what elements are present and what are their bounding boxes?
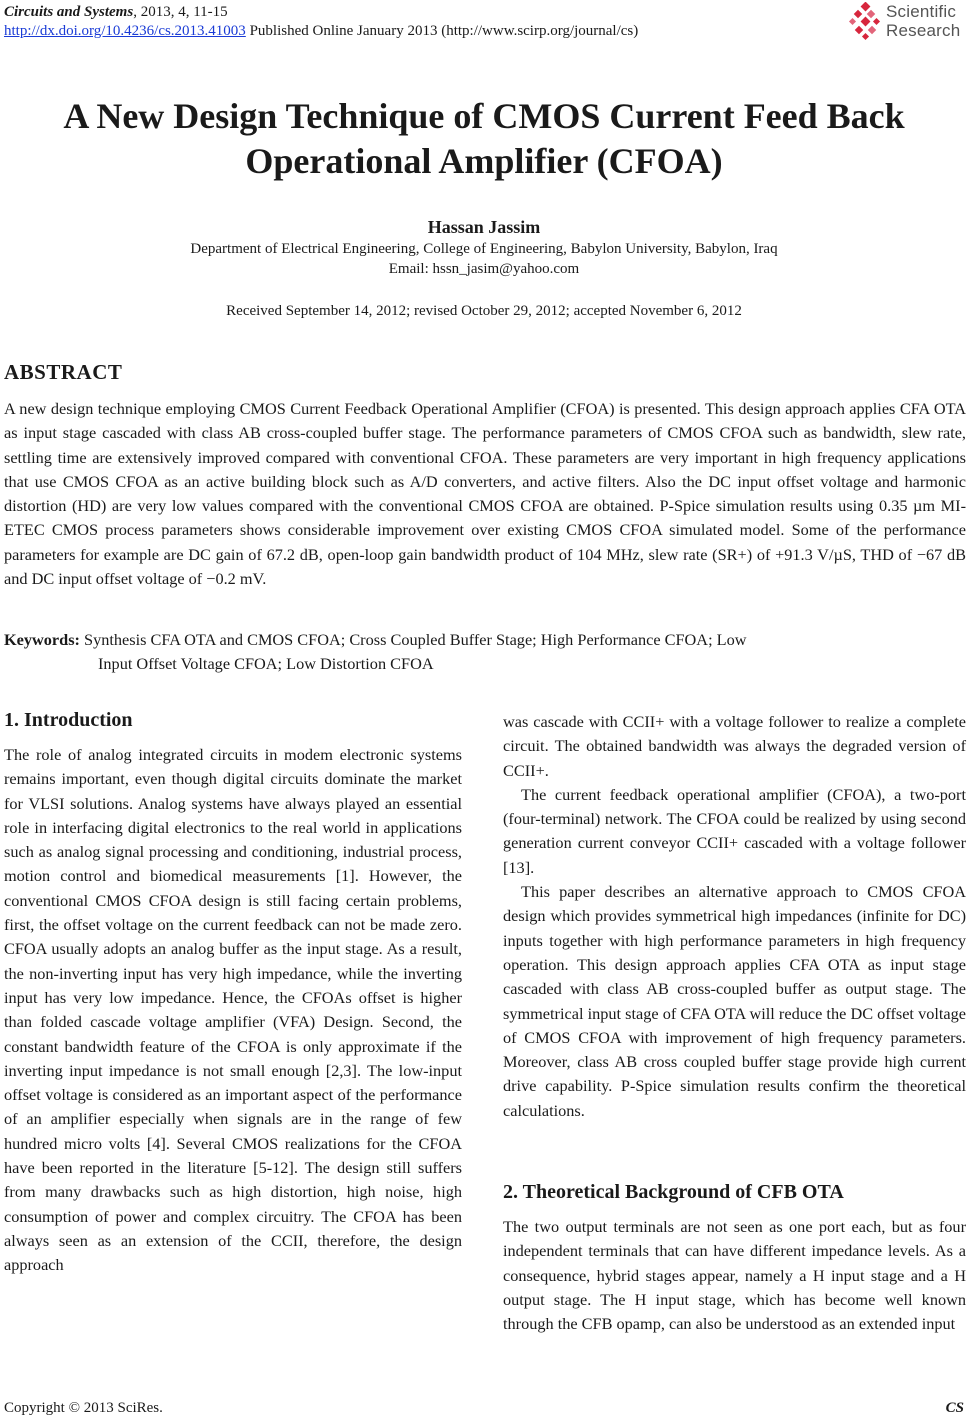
author-email: Email: hssn_jasim@yahoo.com	[388, 261, 580, 277]
doi-link[interactable]: http://dx.doi.org/10.4236/cs.2013.41003	[4, 23, 246, 39]
logo-line-2: Research	[886, 21, 961, 40]
section-2-heading: 2. Theoretical Background of CFB OTA	[503, 1181, 844, 1203]
abstract-text: A new design technique employing CMOS Current Feedback Operational Amplifier (CFOA) is presented. This design approach applies CFA OTA as input stage cascaded with class AB cross-coupled buffer stage. The performance parameters of CMOS CFOA such as bandwidth, slew rate, settling time are extensively improved compared with conventional CFOA. These parameters are very important in high frequency applications that use CMOS CFOA as an active building block such as A/D converters, and active filters. Also the DC input offset voltage and harmonic distortion (HD) are very low values compared with the conventional CMOS CFOA are obtained. P-Spice simulation results using 0.35 µm MI-ETEC CMOS process parameters shows considerable improvement over existing CMOS CFOA simulated model. Some of the performance parameters for example are DC gain of 67.2 dB, open-loop gain bandwidth product of 104 MHz, slew rate (SR+) of +91.3 V/µS, THD of −67 dB and DC input offset voltage of −0.2 mV.	[4, 399, 966, 589]
title-line-1: A New Design Technique of CMOS Current Feed Back	[63, 96, 905, 136]
copyright-notice: Copyright © 2013 SciRes.	[4, 1400, 163, 1416]
journal-name: Circuits and Systems	[4, 4, 134, 20]
journal-citation	[4, 3, 228, 21]
title-line-2: Operational Amplifier (CFOA)	[245, 141, 723, 181]
right-paragraph-3: This paper describes an alternative approach to CMOS CFOA design which provides symmetrical high impedances (infinite for DC) inputs together with high performance parameters in high frequency operation. This design approach applies CFA OTA as input stage cascaded with class AB cross-coupled buffer as output stage. The symmetrical input stage of CFA OTA will reduce the DC offset voltage of CMOS CFOA with improvement of high frequency parameters. Moreover, class AB cross coupled buffer stage provide high current drive capability. P-Spice simulation results confirm the theoretical calculations.	[503, 882, 966, 1120]
right-paragraph-2: The current feedback operational amplifier (CFOA), a two-port (four-terminal) network. The CFOA could be realized by using second generation current conveyor CCII+ cascaded with a voltage follower [13].	[503, 784, 966, 877]
section-2-body	[503, 1215, 966, 1336]
right-column-body	[503, 710, 966, 1123]
doi-line	[4, 22, 638, 40]
logo-line-1: Scientific	[886, 2, 957, 21]
introduction-body	[4, 743, 462, 1278]
author-affiliation: Department of Electrical Engineering, College of Engineering, Babylon University, Babylon, Iraq	[190, 241, 778, 257]
section-2-paragraph: The two output terminals are not seen as one port each, but as four independent terminals that can have different impedance levels. As a consequence, hybrid stages appear, namely a H input stage and a H output stage. The H input stage, which has become well known through the CFB opamp, can also be understood as an extended input	[503, 1217, 966, 1334]
keywords-label: Keywords:	[4, 630, 80, 649]
citation-details: , 2013, 4, 11-15	[133, 4, 228, 20]
received-dates: Received September 14, 2012; revised October 29, 2012; accepted November 6, 2012	[226, 303, 742, 319]
abstract-heading: ABSTRACT	[4, 360, 123, 384]
scientific-research-logo	[848, 2, 966, 44]
logo-wordmark	[886, 2, 960, 40]
author-name: Hassan Jassim	[427, 217, 541, 237]
keywords	[4, 628, 747, 652]
keywords-line-2: Input Offset Voltage CFOA; Low Distortion CFOA	[98, 654, 434, 673]
right-paragraph-1: was cascade with CCII+ with a voltage follower to realize a complete circuit. The obtained bandwidth was always the degraded version of CCII+.	[503, 712, 966, 780]
published-online: Published Online January 2013 (http://www.scirp.org/journal/cs)	[245, 23, 639, 39]
introduction-paragraph: The role of analog integrated circuits in modem electronic systems remains important, even though digital circuits dominate the market for VLSI solutions. Analog systems have always played an essential role in interfacing digital electronics to the real world in applications such as analog signal processing and conditioning, industrial process, motion control and biomedical measurements [1]. However, the conventional CMOS CFOA design is still facing certain problems, first, the offset voltage on the current feedback can not be made zero. CFOA usually adopts an analog buffer as the input stage. As a result, the non-inverting input has very high impedance, while the inverting input has very low impedance. Hence, the CFOAs offset is higher than folded cascade voltage amplifier (VFA) Design. Second, the constant bandwidth feature of the CFOA is only approximate if the inverting input impedance is not small enough [2,3]. The low-input offset voltage is considered as an important aspect of the performance of an amplifier especially when signals are in the range of few hundred micro volts [4]. Several CMOS realizations for the CFOA have been reported in the literature [5-12]. The design still suffers from many drawbacks such as high distortion, high noise, high consumption of power and complex circuitry. The CFOA has been always seen as an extension of the CCII, therefore, the design approach	[4, 745, 462, 1275]
logo-mark-icon	[848, 2, 884, 42]
paper-title	[0, 94, 968, 184]
section-1-heading: 1. Introduction	[4, 709, 133, 731]
journal-abbreviation: CS	[945, 1400, 964, 1416]
abstract-body	[4, 397, 966, 591]
keywords-line-1: Synthesis CFA OTA and CMOS CFOA; Cross Coupled Buffer Stage; High Performance CFOA; Low	[84, 630, 747, 649]
